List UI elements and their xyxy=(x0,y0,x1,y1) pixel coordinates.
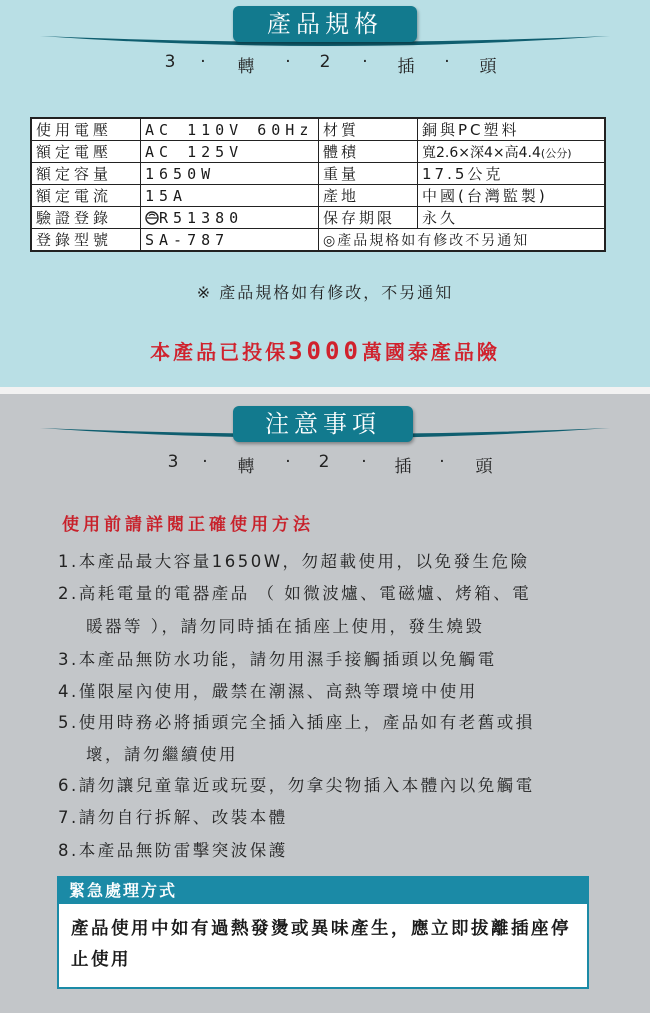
emergency-text: 產品使用中如有過熱發燙或異味產生，應立即拔離插座停止使用 xyxy=(71,919,571,970)
spec-label: 驗證登錄 xyxy=(31,207,141,229)
rule-item: 8.本產品無防雷擊突波保護 xyxy=(58,841,288,860)
spec-label: 額定電流 xyxy=(31,185,141,207)
spec-title: 產品規格 xyxy=(233,6,417,42)
spec-row xyxy=(31,185,605,207)
rule-item: 7.請勿自行拆解、改裝本體 xyxy=(58,808,288,827)
spec-label: 產地 xyxy=(319,185,418,207)
spec-label: 登錄型號 xyxy=(31,229,141,252)
spec-label: 額定電壓 xyxy=(31,141,141,163)
rule-item-continued: 暖器等 ），請勿同時插在插座上使用，發生燒毀 xyxy=(86,617,485,636)
spec-value: 銅與PC塑料 xyxy=(418,118,606,141)
rule-item-continued: 壞，請勿繼續使用 xyxy=(86,745,238,764)
notice-subtitle: 3 · 轉 · 2 · 插 · 頭 xyxy=(167,452,493,477)
spec-value: AC 125V xyxy=(141,141,319,163)
spec-value: AC 110V 60Hz xyxy=(141,118,319,141)
spec-row xyxy=(31,141,605,163)
spec-value: 15A xyxy=(141,185,319,207)
spec-label: 使用電壓 xyxy=(31,118,141,141)
rule-item: 6.請勿讓兒童靠近或玩耍，勿拿尖物插入本體內以免觸電 xyxy=(58,776,535,795)
rule-item: 1.本產品最大容量1650W，勿超載使用，以免發生危險 xyxy=(58,552,530,571)
spec-section xyxy=(0,0,650,387)
section-divider xyxy=(0,387,650,394)
spec-note: ◎產品規格如有修改不另通知 xyxy=(319,229,606,252)
spec-label: 材質 xyxy=(319,118,418,141)
emergency-heading: 緊急處理方式 xyxy=(59,878,587,904)
rule-item: 2.高耗電量的電器產品 （ 如微波爐、電磁爐、烤箱、電 xyxy=(58,584,532,603)
spec-value: 永久 xyxy=(418,207,606,229)
spec-value: SA-787 xyxy=(141,229,319,252)
rule-item: 5.使用時務必將插頭完全插入插座上，產品如有老舊或損 xyxy=(58,713,535,732)
spec-row xyxy=(31,118,605,141)
rule-item: 3.本產品無防水功能，請勿用濕手接觸插頭以免觸電 xyxy=(58,650,497,669)
spec-label: 額定容量 xyxy=(31,163,141,185)
insurance-statement: 本產品已投保3000萬國泰產品險 xyxy=(150,337,500,365)
spec-row xyxy=(31,207,605,229)
spec-value: R51380 xyxy=(141,207,319,229)
warning-heading: 使用前請詳閱正確使用方法 xyxy=(62,515,314,535)
spec-row xyxy=(31,229,605,252)
spec-value: 寬2.6×深4×高4.4(公分) xyxy=(418,141,606,163)
spec-disclaimer: ※ 產品規格如有修改，不另通知 xyxy=(196,283,454,302)
spec-subtitle: 3 · 轉 · 2 · 插 · 頭 xyxy=(164,52,497,77)
spec-label: 體積 xyxy=(319,141,418,163)
spec-value: 1650W xyxy=(141,163,319,185)
spec-table xyxy=(30,117,606,252)
rule-item: 4.僅限屋內使用，嚴禁在潮濕、高熱等環境中使用 xyxy=(58,682,478,701)
spec-value: 中國(台灣監製) xyxy=(418,185,606,207)
spec-value: 17.5公克 xyxy=(418,163,606,185)
spec-label: 重量 xyxy=(319,163,418,185)
notice-title: 注意事項 xyxy=(233,406,413,442)
spec-row xyxy=(31,163,605,185)
certification-mark-icon xyxy=(145,211,159,225)
emergency-box xyxy=(57,876,589,989)
spec-label: 保存期限 xyxy=(319,207,418,229)
